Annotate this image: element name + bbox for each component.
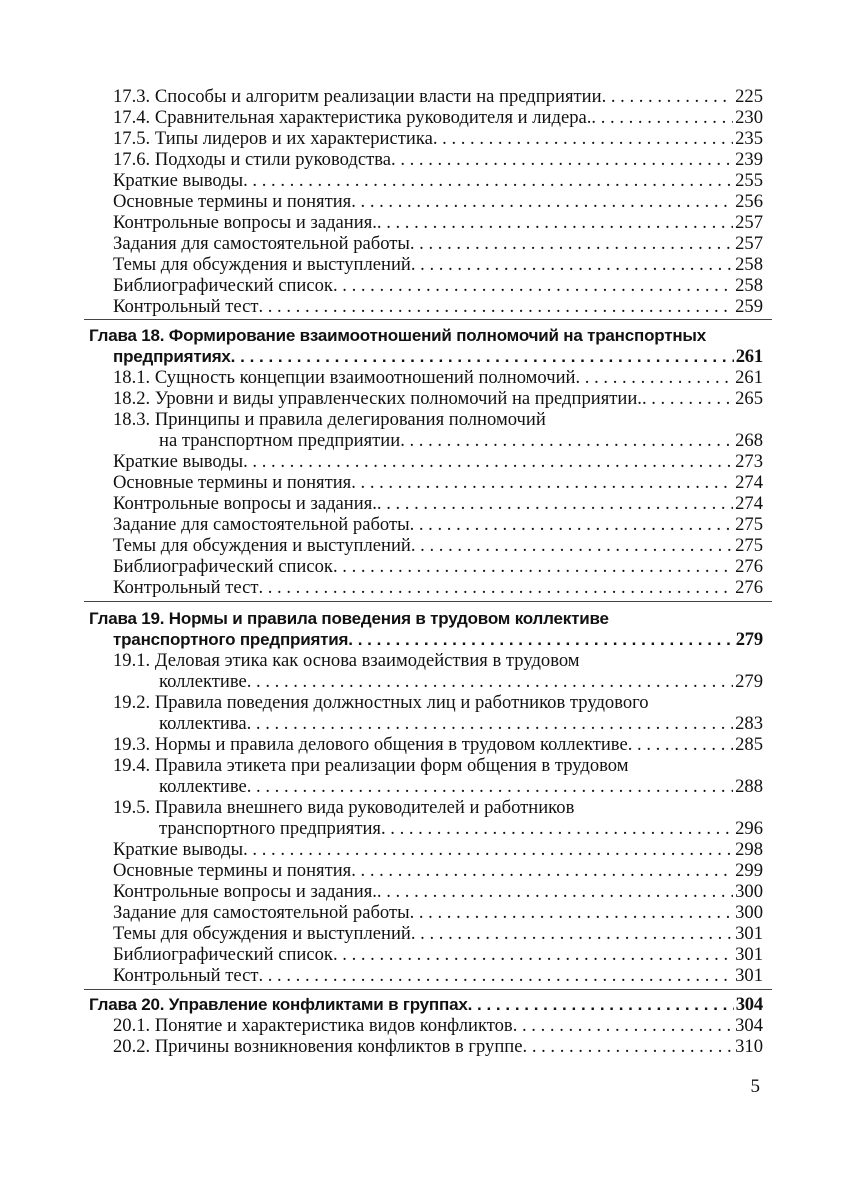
chapter-heading[interactable] — [113, 346, 763, 368]
chapter-heading-line1[interactable]: Глава 19. Нормы и правила поведения в трудовом коллективе — [89, 609, 609, 628]
toc-entry-page: 299 — [735, 860, 763, 881]
toc-entry-page: 239 — [735, 149, 763, 170]
toc-entry[interactable] — [113, 107, 763, 129]
toc-entry-page: 301 — [735, 965, 763, 986]
toc-entry-label: Основные термины и понятия — [113, 472, 352, 493]
toc-entry-page: 300 — [735, 902, 763, 923]
toc-entry-page: 301 — [735, 944, 763, 965]
dot-leader — [391, 149, 733, 171]
toc-entry-page: 275 — [735, 535, 763, 556]
toc-entry-page: 285 — [735, 734, 763, 755]
dot-leader — [377, 212, 733, 234]
toc-entry-label: Краткие выводы — [113, 170, 244, 191]
toc-entry-page: 283 — [735, 713, 763, 734]
toc-entry-page: 259 — [735, 296, 763, 317]
toc-entry[interactable] — [113, 254, 763, 276]
toc-entry-label: Темы для обсуждения и выступлений — [113, 923, 411, 944]
dot-leader — [351, 860, 733, 882]
toc-entry-page: 275 — [735, 514, 763, 535]
toc-entry-label: Контрольный тест — [113, 965, 259, 986]
toc-entry-label: 20.2. Причины возникновения конфликтов в группе — [113, 1036, 523, 1057]
dot-leader — [243, 451, 733, 473]
dot-leader — [410, 233, 733, 255]
toc-entry[interactable] — [113, 149, 763, 171]
chapter-divider — [84, 319, 772, 320]
toc-entry-label: Основные термины и понятия — [113, 191, 352, 212]
toc-entry-page: 304 — [735, 1015, 763, 1036]
toc-entry-label: 17.5. Типы лидеров и их характеристика — [113, 128, 433, 149]
toc-entry-line1[interactable]: 19.4. Правила этикета при реализации форм общения в трудовом — [113, 755, 629, 776]
toc-entry[interactable] — [113, 839, 763, 861]
toc-entry-label: транспортного предприятия — [159, 818, 381, 839]
toc-entry-page: 274 — [735, 493, 763, 514]
toc-entry-label: Контрольный тест — [113, 296, 259, 317]
toc-entry-label: коллективе — [159, 671, 247, 692]
toc-entry[interactable] — [113, 881, 763, 903]
toc-entry-label: Темы для обсуждения и выступлений — [113, 254, 411, 275]
page-number: 5 — [750, 1076, 760, 1097]
toc-entry-label: коллективе — [159, 776, 247, 797]
toc-entry-label: Задание для самостоятельной работы — [113, 902, 410, 923]
dot-leader — [333, 944, 733, 966]
dot-leader — [381, 818, 733, 840]
dot-leader — [258, 965, 733, 987]
toc-entry-label: Краткие выводы — [113, 839, 244, 860]
toc-entry-label: 18.1. Сущность концепции взаимоотношений полномочий — [113, 367, 576, 388]
toc-entry-label: Контрольные вопросы и задания. — [113, 881, 377, 902]
toc-entry-label: Контрольные вопросы и задания. — [113, 212, 377, 233]
toc-entry-label: предприятиях — [113, 347, 231, 366]
dot-leader — [576, 367, 734, 389]
toc-entry-page: 279 — [735, 629, 763, 650]
toc-entry[interactable] — [159, 430, 763, 452]
toc-entry-page: 268 — [735, 430, 763, 451]
toc-entry[interactable] — [113, 212, 763, 234]
toc-entry-page: 301 — [735, 923, 763, 944]
dot-leader — [348, 629, 733, 651]
toc-entry[interactable] — [159, 776, 763, 798]
toc-entry[interactable] — [113, 493, 763, 515]
toc-entry-page: 300 — [735, 881, 763, 902]
toc-entry-label: 20.1. Понятие и характеристика видов конфликтов — [113, 1015, 513, 1036]
toc-entry[interactable] — [113, 923, 763, 945]
toc-entry-page: 279 — [735, 671, 763, 692]
toc-entry-page: 261 — [735, 367, 763, 388]
toc-entry-page: 230 — [735, 107, 763, 128]
dot-leader — [243, 839, 733, 861]
dot-leader — [243, 170, 733, 192]
dot-leader — [468, 994, 734, 1016]
toc-entry-page: 310 — [735, 1036, 763, 1057]
toc-entry-page: 225 — [735, 86, 763, 107]
toc-entry[interactable] — [113, 535, 763, 557]
toc-entry-label: коллектива — [159, 713, 247, 734]
toc-entry[interactable] — [113, 233, 763, 255]
dot-leader — [247, 776, 733, 798]
dot-leader — [411, 254, 733, 276]
dot-leader — [411, 535, 733, 557]
toc-entry-page: 298 — [735, 839, 763, 860]
dot-leader — [231, 346, 734, 368]
dot-leader — [247, 713, 734, 735]
dot-leader — [377, 881, 733, 903]
toc-entry-page: 265 — [735, 388, 763, 409]
dot-leader — [258, 296, 733, 318]
toc-entry[interactable] — [113, 275, 763, 297]
toc-entry-page: 261 — [735, 346, 763, 367]
toc-entry-page: 296 — [735, 818, 763, 839]
toc-entry[interactable] — [113, 296, 763, 318]
toc-entry-page: 274 — [735, 472, 763, 493]
toc-entry[interactable] — [113, 388, 763, 410]
toc-entry-label: Основные термины и понятия — [113, 860, 352, 881]
toc-entry[interactable] — [113, 1015, 763, 1037]
toc-entry-label: транспортного предприятия — [113, 630, 349, 649]
dot-leader — [523, 1036, 734, 1058]
chapter-divider — [84, 601, 772, 602]
toc-entry[interactable] — [113, 514, 763, 536]
toc-entry[interactable] — [159, 671, 763, 693]
toc-entry-page: 276 — [735, 577, 763, 598]
toc-entry-label: на транспортном предприятии — [159, 430, 401, 451]
toc-entry[interactable] — [159, 713, 763, 735]
dot-leader — [400, 430, 733, 452]
dot-leader — [333, 275, 733, 297]
toc-entry-label: Библиографический список — [113, 556, 333, 577]
dot-leader — [591, 107, 733, 129]
toc-entry[interactable] — [113, 860, 763, 882]
toc-entry-page: 273 — [735, 451, 763, 472]
toc-entry[interactable] — [113, 965, 763, 987]
toc-entry[interactable] — [113, 191, 763, 213]
dot-leader — [351, 191, 733, 213]
toc-entry[interactable] — [113, 367, 763, 389]
toc-entry-label: 17.4. Сравнительная характеристика руководителя и лидера. — [113, 107, 592, 128]
dot-leader — [258, 577, 733, 599]
toc-entry[interactable] — [113, 128, 763, 150]
toc-entry-label: Задания для самостоятельной работы — [113, 233, 410, 254]
toc-entry-label: Контрольные вопросы и задания. — [113, 493, 377, 514]
toc-entry-page: 258 — [735, 275, 763, 296]
dot-leader — [351, 472, 733, 494]
dot-leader — [333, 556, 733, 578]
toc-entry-page: 258 — [735, 254, 763, 275]
toc-entry-label: 17.3. Способы и алгоритм реализации власти на предприятии — [113, 86, 602, 107]
toc-entry[interactable] — [113, 472, 763, 494]
toc-entry-line1[interactable]: 18.3. Принципы и правила делегирования полномочий — [113, 409, 546, 430]
toc-entry-page: 257 — [735, 212, 763, 233]
toc-entry-page: 255 — [735, 170, 763, 191]
dot-leader — [410, 902, 734, 924]
chapter-heading[interactable] — [113, 629, 763, 651]
dot-leader — [411, 923, 733, 945]
toc-entry-page: 257 — [735, 233, 763, 254]
chapter-heading[interactable] — [89, 994, 763, 1016]
toc-entry[interactable] — [113, 902, 763, 924]
toc-entry-label: Библиографический список — [113, 944, 333, 965]
toc-entry-label: 19.3. Нормы и правила делового общения в трудовом коллективе — [113, 734, 628, 755]
toc-entry-page: 288 — [735, 776, 763, 797]
dot-leader — [602, 86, 734, 108]
toc-entry-label: 18.2. Уровни и виды управленческих полномочий на предприятии. — [113, 388, 642, 409]
toc-entry-page: 256 — [735, 191, 763, 212]
toc-entry-line1[interactable]: 19.5. Правила внешнего вида руководителей и работников — [113, 797, 575, 818]
toc-entry-label: Библиографический список — [113, 275, 333, 296]
dot-leader — [642, 388, 733, 410]
toc-entry-page: 235 — [735, 128, 763, 149]
toc-entry-label: Темы для обсуждения и выступлений — [113, 535, 411, 556]
dot-leader — [628, 734, 733, 756]
toc-entry-page: 304 — [735, 994, 763, 1015]
toc-entry-label: Задание для самостоятельной работы — [113, 514, 410, 535]
toc-entry[interactable] — [113, 556, 763, 578]
dot-leader — [410, 514, 734, 536]
toc-entry-label: Краткие выводы — [113, 451, 244, 472]
toc-entry[interactable] — [113, 86, 763, 108]
toc-entry-label: Глава 20. Управление конфликтами в группах — [89, 995, 468, 1014]
toc-entry[interactable] — [113, 451, 763, 473]
toc-entry[interactable] — [113, 1036, 763, 1058]
toc-entry-label: Контрольный тест — [113, 577, 259, 598]
toc-entry-line1[interactable]: 19.2. Правила поведения должностных лиц и работников трудового — [113, 692, 649, 713]
toc-entry-page: 276 — [735, 556, 763, 577]
dot-leader — [433, 128, 733, 150]
toc-entry-line1[interactable]: 19.1. Деловая этика как основа взаимодействия в трудовом — [113, 650, 580, 671]
dot-leader — [247, 671, 733, 693]
toc-entry[interactable] — [113, 734, 763, 756]
toc-entry-label: 17.6. Подходы и стили руководства — [113, 149, 392, 170]
dot-leader — [513, 1015, 733, 1037]
dot-leader — [377, 493, 733, 515]
toc-entry[interactable] — [113, 170, 763, 192]
chapter-heading-line1[interactable]: Глава 18. Формирование взаимоотношений полномочий на транспортных — [89, 326, 706, 345]
chapter-divider — [84, 989, 772, 990]
toc-entry[interactable] — [113, 577, 763, 599]
toc-entry[interactable] — [113, 944, 763, 966]
toc-entry[interactable] — [159, 818, 763, 840]
